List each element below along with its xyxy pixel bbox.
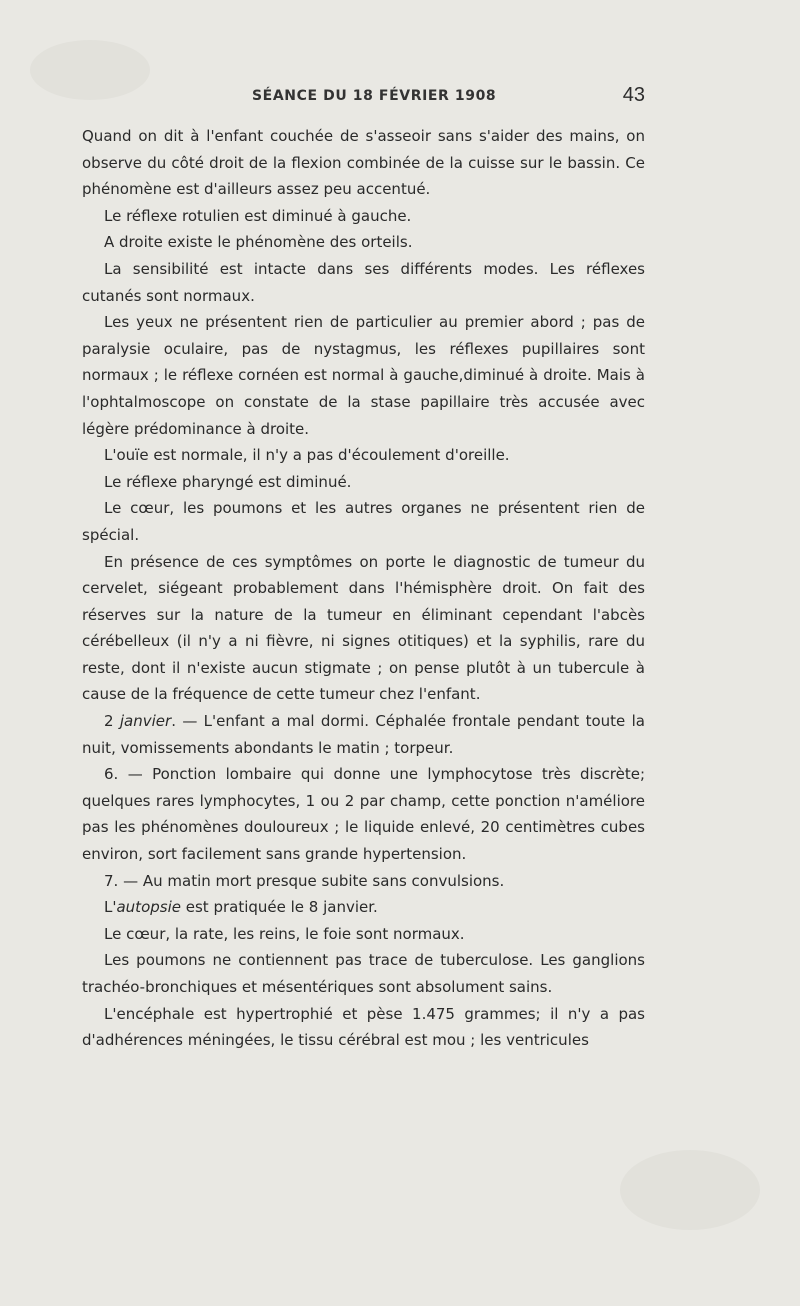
paragraph: Le cœur, la rate, les reins, le foie sont normaux. <box>104 924 465 943</box>
paragraph: Le réflexe rotulien est diminué à gauche. <box>104 206 412 225</box>
paragraph: Le cœur, les poumons et les autres organes ne présentent rien de spécial. <box>82 499 645 544</box>
paragraph: L'encéphale est hypertrophié et pèse 1.475 grammes; il n'y a pas d'adhérences méningées, le tissu cérébral est mou ; les ventricules <box>82 1004 645 1050</box>
paragraph: L'ouïe est normale, il n'y a pas d'écoulement d'oreille. <box>104 446 510 465</box>
paragraph: Les yeux ne présentent rien de particulier au premier abord ; pas de paralysie oculaire, pas de nystagmus, les réflexes pupillaires sont normaux ; le réflexe cornéen est normal à gauche,diminué à droite. Mais à l'ophtalmoscope on constate de la stase papillaire très accusée avec légère prédominance à droite. <box>82 313 645 438</box>
paragraph-autopsy: L'autopsie est pratiquée le 8 janvier. <box>104 898 378 917</box>
paragraph-date-entry: 7. — Au matin mort presque subite sans convulsions. <box>104 871 505 890</box>
paragraph-date-entry: 2 janvier. — L'enfant a mal dormi. Céphalée frontale pendant toute la nuit, vomissements abondants le matin ; torpeur. <box>82 712 645 757</box>
running-head: SÉANCE DU 18 FÉVRIER 1908 <box>252 88 497 104</box>
paragraph: Les poumons ne contiennent pas trace de tuberculose. Les ganglions trachéo-bronchiques et mésentériques sont absolument sains. <box>82 951 645 996</box>
body-text <box>82 123 645 1054</box>
paragraph: En présence de ces symptômes on porte le diagnostic de tumeur du cervelet, siégeant probablement dans l'hémisphère droit. On fait des réserves sur la nature de la tumeur en éliminant cependant l'abcès cérébelleux (il n'y a ni fièvre, ni signes otitiques) et la syphilis, rare du reste, dont il n'existe aucun stigmate ; on pense plutôt à un tubercule à cause de la fréquence de cette tumeur chez l'enfant. <box>82 552 645 704</box>
paragraph: A droite existe le phénomène des orteils. <box>104 233 413 252</box>
paragraph: Le réflexe pharyngé est diminué. <box>104 472 352 491</box>
page-number: 43 <box>622 84 645 106</box>
paragraph: Quand on dit à l'enfant couchée de s'asseoir sans s'aider des mains, on observe du côté droit de la flexion combinée de la cuisse sur le bassin. Ce phénomène est d'ailleurs assez peu accentué. <box>82 127 645 199</box>
paper-stain <box>620 1150 760 1230</box>
paragraph: La sensibilité est intacte dans ses différents modes. Les réflexes cutanés sont normaux. <box>82 259 645 305</box>
paragraph-date-entry: 6. — Ponction lombaire qui donne une lymphocytose très discrète; quelques rares lymphocytes, 1 ou 2 par champ, cette ponction n'améliore pas les phénomènes douloureux ; le liquide enlevé, 20 centimètres cubes environ, sort facilement sans grande hypertension. <box>82 765 645 864</box>
page-header <box>82 84 645 114</box>
